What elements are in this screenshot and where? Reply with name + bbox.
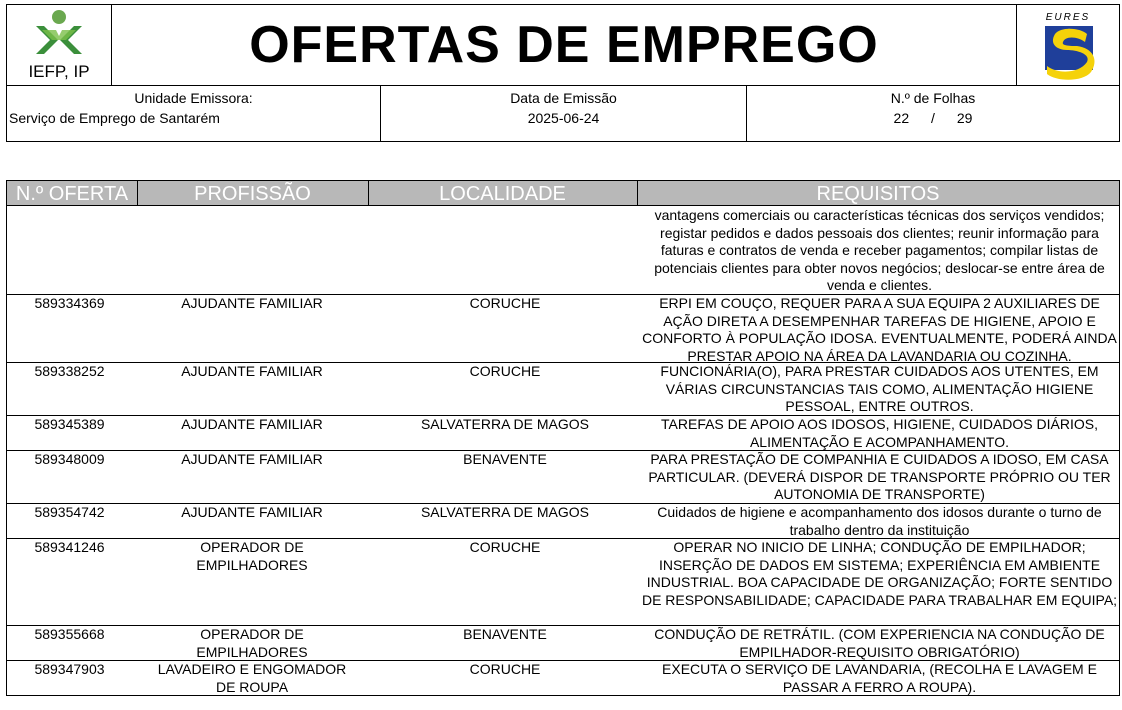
table-row — [6, 626, 1120, 661]
profession: OPERADOR DE EMPILHADORES — [196, 539, 308, 573]
sheet-count-value — [747, 110, 1119, 126]
issue-date-value: 2025-06-24 — [527, 110, 600, 126]
location: BENAVENTE — [463, 451, 547, 467]
offer-number: 589334369 — [34, 295, 105, 311]
location: CORUCHE — [469, 539, 541, 555]
iefp-logo-icon — [6, 4, 112, 64]
table-row — [6, 416, 1120, 451]
profession: LAVADEIRO E ENGOMADOR DE ROUPA — [157, 661, 347, 695]
sheet-count-cell — [747, 86, 1120, 142]
issuing-unit-cell — [6, 86, 381, 142]
location: BENAVENTE — [463, 626, 547, 642]
offer-number: 589354742 — [34, 504, 105, 520]
location: SALVATERRA DE MAGOS — [420, 504, 590, 520]
requirements: PARA PRESTAÇÃO DE COMPANHIA E CUIDADOS A IDOSO, EM CASA PARTICULAR. (DEVERÁ DISPOR DE TRANSPORTE PRÓPRIO OU TER AUTONOMIA DE TRANSPORTE) — [648, 451, 1111, 502]
table-row — [6, 363, 1120, 416]
sheet-separator: / — [931, 110, 935, 126]
offer-number: 589341246 — [34, 539, 105, 555]
profession: AJUDANTE FAMILIAR — [181, 451, 323, 467]
eures-text: EURES — [1045, 12, 1091, 23]
offer-number: 589345389 — [34, 416, 105, 432]
table-row — [6, 661, 1120, 696]
requirements: vantagens comerciais ou características técnicas dos serviços vendidos; registar pedidos e dados pessoais dos clientes; reunir informação para faturas e contratos de venda e receber pagamentos; compilar listas de potenciais clientes para obter novos negócios; deslocar-se entre área de venda e clientes. — [654, 207, 1105, 293]
sheet-current: 22 — [893, 110, 910, 126]
requirements: EXECUTA O SERVIÇO DE LAVANDARIA, (RECOLHA E LAVAGEM E PASSAR A FERRO A ROUPA). — [662, 661, 1097, 695]
offer-number: 589338252 — [34, 363, 105, 379]
profession: AJUDANTE FAMILIAR — [181, 504, 323, 520]
profession: OPERADOR DE EMPILHADORES — [196, 626, 308, 660]
offer-number: 589348009 — [34, 451, 105, 467]
requirements: FUNCIONÁRIA(O), PARA PRESTAR CUIDADOS AOS UTENTES, EM VÁRIAS CIRCUNSTANCIAS TAIS COMO, ALIMENTAÇÃO HIGIENE PESSOAL, ENTRE OUTROS. — [660, 363, 1099, 414]
table-row — [6, 206, 1120, 295]
column-header-location: LOCALIDADE — [368, 181, 638, 205]
requirements: OPERAR NO INICIO DE LINHA; CONDUÇÃO DE EMPILHADOR; INSERÇÃO DE DADOS EM SISTEMA; EXPERIÊNCIA EM AMBIENTE INDUSTRIAL. BOA CAPACIDADE DE ORGANIZAÇÃO; FORTE SENTIDO DE RESPONSABILIDADE; CAPACIDADE PARA TRABALHAR EM EQUIPA; — [641, 539, 1118, 608]
requirements: ERPI EM COUÇO, REQUER PARA A SUA EQUIPA 2 AUXILIARES DE AÇÃO DIRETA A DESEMPENHAR TAREFAS DE HIGIENE, APOIO E CONFORTO À POPULAÇÃO IDOSA. EVENTUALMENTE, PODERÁ AINDA PRESTAR APOIO NA ÁREA DA LAVANDARIA OU COZINHA. — [642, 295, 1117, 364]
offer-number: 589355668 — [34, 626, 105, 642]
sheet-count-label: N.º de Folhas — [890, 90, 976, 106]
sheet-total: 29 — [956, 110, 973, 126]
issue-date-label: Data de Emissão — [510, 90, 617, 106]
column-header-requirements: REQUISITOS — [816, 183, 940, 205]
issue-date-cell — [381, 86, 747, 142]
column-header-profession: PROFISSÃO — [137, 181, 369, 205]
requirements: Cuidados de higiene e acompanhamento dos idosos durante o turno de trabalho dentro da instituição — [657, 504, 1102, 538]
location: CORUCHE — [469, 363, 541, 379]
profession: AJUDANTE FAMILIAR — [181, 363, 323, 379]
issuing-unit-value: Serviço de Emprego de Santarém — [9, 110, 220, 126]
table-row — [6, 504, 1120, 539]
location: CORUCHE — [469, 295, 541, 311]
table-row — [6, 295, 1120, 363]
profession: AJUDANTE FAMILIAR — [181, 295, 323, 311]
table-row — [6, 539, 1120, 626]
profession: AJUDANTE FAMILIAR — [181, 416, 323, 432]
issuing-unit-label: Unidade Emissora: — [134, 90, 253, 106]
table-header — [6, 180, 1120, 206]
location: CORUCHE — [469, 661, 541, 677]
offer-number: 589347903 — [34, 661, 105, 677]
column-header-offer-number: N.º OFERTA — [7, 181, 138, 205]
location: SALVATERRA DE MAGOS — [420, 416, 590, 432]
page-title: OFERTAS DE EMPREGO — [249, 16, 879, 74]
table-row — [6, 451, 1120, 504]
requirements: TAREFAS DE APOIO AOS IDOSOS, HIGIENE, CUIDADOS DIÁRIOS, ALIMENTAÇÃO E ACOMPANHAMENTO. — [661, 416, 1098, 450]
logo-text: IEFP, IP — [28, 62, 90, 81]
requirements: CONDUÇÃO DE RETRÁTIL. (COM EXPERIENCIA NA CONDUÇÃO DE EMPILHADOR-REQUISITO OBRIGATÓRIO) — [654, 626, 1105, 660]
